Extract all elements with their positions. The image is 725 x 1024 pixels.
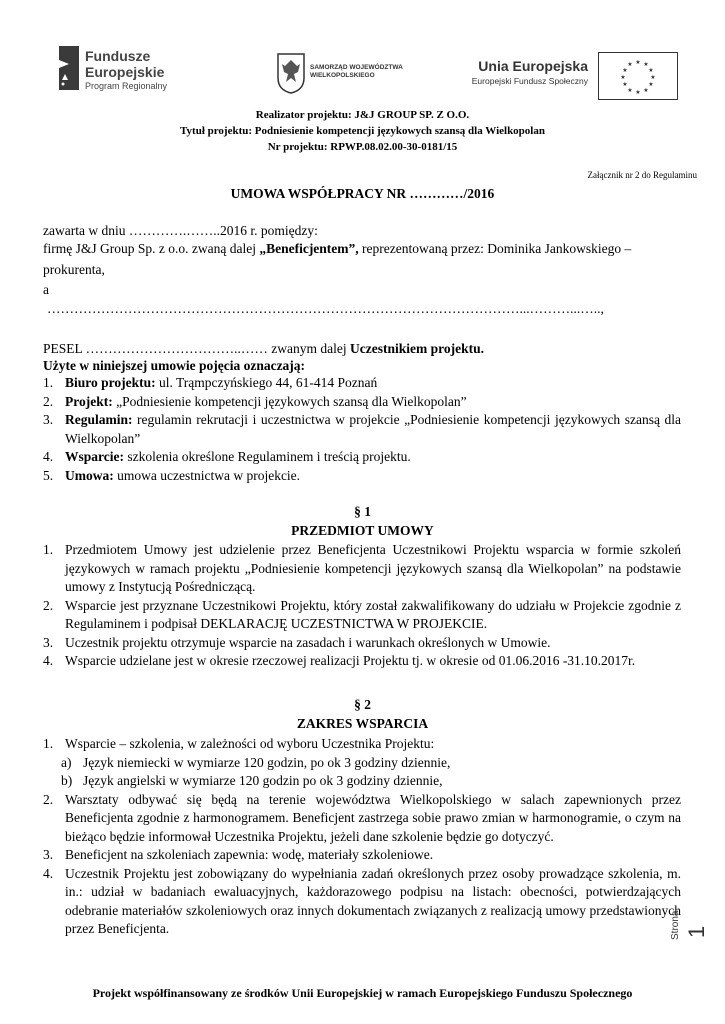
list-item-text: Warsztaty odbywać się będą na terenie województwa Wielkopolskiego w salach zapewnionych przez Beneficjenta zgodnie z harmonogramem. Beneficjent zastrzega sobie prawo zmian w harmonogramie, o czym na bieżąco będzie informował Uczestnika Projektu, jeżeli dane szkolenie będzie go dotyczyć. <box>65 791 681 844</box>
sub-list-item <box>43 772 681 791</box>
conjunction-line: a <box>43 282 49 297</box>
svg-text:★: ★ <box>620 74 626 81</box>
list-number: 4. <box>43 449 54 464</box>
list-number: 4. <box>43 653 54 668</box>
list-number: 3. <box>43 847 54 862</box>
page-number: 1 <box>684 925 709 938</box>
participant-term: Uczestnikiem projektu. <box>349 341 484 356</box>
beneficiary-term: „Beneficjentem”, <box>259 241 359 256</box>
definition-text: „Podniesienie kompetencji językowych szansą dla Wielkopolan” <box>112 393 467 409</box>
definitions-heading: Użyte w niniejszej umowie pojęcia oznaczają: <box>43 358 306 373</box>
fe-logo-line2: Europejskie <box>85 64 165 80</box>
participant-name-blank: ……………………………………………………………………………………………...………...….., <box>47 301 604 316</box>
samorzad-wielkopolski-logo <box>276 52 436 98</box>
list-item <box>43 393 681 412</box>
list-number: 2. <box>43 393 54 409</box>
list-item <box>43 448 681 467</box>
definition-term: Regulamin: <box>65 412 133 427</box>
pesel-line-a: PESEL ……………………………..…… zwanym dalej <box>43 341 350 356</box>
definition-term: Umowa: <box>65 467 114 483</box>
list-item <box>43 846 681 865</box>
fe-logo-line1: Fundusze <box>85 48 151 64</box>
list-number: 5. <box>43 467 54 483</box>
project-number: Nr projektu: RPWP.08.02.00-30-0181/15 <box>267 141 458 153</box>
list-item-text: Beneficjent na szkoleniach zapewnia: wodę, materiały szkoleniowe. <box>65 847 434 862</box>
svg-text:★: ★ <box>650 74 656 81</box>
section2-mark: § 2 <box>354 697 371 712</box>
document-title: UMOWA WSPÓŁPRACY NR …………/2016 <box>230 186 495 201</box>
list-number: 1. <box>43 375 54 390</box>
section1-title: PRZEDMIOT UMOWY <box>291 523 434 538</box>
section2-item1-text: Wsparcie – szkolenia, w zależności od wyboru Uczestnika Projektu: <box>65 736 435 751</box>
project-title: Tytuł projektu: Podniesienie kompetencji językowych szansą dla Wielkopolan <box>180 125 545 137</box>
wlkp-logo-line2: WIELKOPOLSKIEGO <box>310 72 375 79</box>
eagle-crest-icon <box>276 52 306 94</box>
list-item-text: Uczestnik Projektu jest zobowiązany do wypełniania zadań określonych przez osoby prowadzące szkolenia, m. in.: udział w badaniach ewaluacyjnych, każdorazowego podpisu na listach: obecności, potwierdzających odebranie materiałów szkoleniowych oraz innych dokumentach związanych z realizacją umowy przedstawionych przez Beneficjenta. <box>65 865 681 936</box>
svg-text:★: ★ <box>643 61 649 68</box>
list-item <box>43 791 681 847</box>
definition-text: umowa uczestnictwa w projekcie. <box>113 467 301 483</box>
ue-logo-line1: Unia Europejska <box>478 58 588 74</box>
section2-title: ZAKRES WSPARCIA <box>296 716 429 731</box>
wlkp-logo-line1: SAMORZĄD WOJEWÓDZTWA <box>310 64 403 71</box>
page-number-block <box>672 898 716 968</box>
list-item <box>43 652 681 671</box>
ue-logo-line2: Europejski Fundusz Społeczny <box>471 76 588 86</box>
list-number: 3. <box>43 634 54 650</box>
list-number: 4. <box>43 865 54 881</box>
sub-list-letter: b) <box>61 773 73 788</box>
list-item <box>43 541 681 597</box>
section2-list <box>43 735 681 939</box>
definition-term: Biuro projektu: <box>65 375 156 390</box>
sub-list-item <box>43 754 681 773</box>
svg-text:★: ★ <box>643 87 649 94</box>
list-item <box>43 865 681 939</box>
list-item <box>43 597 681 634</box>
list-number: 3. <box>43 412 54 427</box>
svg-text:★: ★ <box>635 59 641 66</box>
sub-list-letter: a) <box>61 754 72 770</box>
svg-text:★: ★ <box>627 87 633 94</box>
list-item <box>43 411 681 448</box>
svg-text:★: ★ <box>648 67 654 74</box>
definition-text: regulamin rekrutacji i uczestnictwa w projekcie „Podniesienie kompetencji językowych szansą dla Wielkopolan” <box>65 412 681 446</box>
list-item <box>43 634 681 653</box>
fundusze-europejskie-logo <box>55 44 195 100</box>
svg-text:★: ★ <box>648 81 654 88</box>
svg-text:★: ★ <box>635 89 641 96</box>
list-number: 2. <box>43 791 54 807</box>
beneficiary-line-a: firmę J&J Group Sp. z o.o. zwaną dalej <box>43 241 260 256</box>
sub-list-text: Język angielski w wymiarze 120 godzin po ok 3 godziny dziennie, <box>83 773 443 788</box>
definition-text: ul. Trąmpczyńskiego 44, 61-414 Poznań <box>155 375 378 390</box>
section1-mark: § 1 <box>354 504 371 519</box>
list-item-text: Wsparcie udzielane jest w okresie rzeczowej realizacji Projektu tj. w okresie od 01.06.2016 -31.10.2017r. <box>65 653 636 668</box>
annex-note: Załącznik nr 2 do Regulaminu <box>587 170 697 180</box>
section1-list <box>43 541 681 671</box>
list-item <box>43 374 681 393</box>
pesel-line <box>43 340 484 358</box>
definitions-list <box>43 374 681 485</box>
list-item-text: Przedmiotem Umowy jest udzielenie przez Beneficjenta Uczestnikowi Projektu wsparcia w formie szkoleń językowych w ramach projektu „Podniesienie kompetencji językowych szansą dla Wielkopolan” na podstawie umowy z Instytucją Pośredniczącą. <box>65 542 681 594</box>
list-item: 1. Wsparcie – szkolenia, w zależności od wyboru Uczestnika Projektu: <box>43 736 435 751</box>
list-item-text: Uczestnik projektu otrzymuje wsparcie na zasadach i warunkach określonych w Umowie. <box>65 634 551 650</box>
list-item-text: Wsparcie jest przyznane Uczestnikowi Projektu, który został zakwalifikowany do udziału w Projekcie zgodnie z Regulaminem i podpisał DEKLARACJĘ UCZESTNICTWA W PROJEKCIE. <box>65 597 681 631</box>
fundusze-europejskie-emblem-icon <box>55 44 81 94</box>
beneficiary-line-c: reprezentowaną przez: Dominika Jankowskiego – <box>358 241 632 256</box>
project-realizator: Realizator projektu: J&J GROUP SP. Z O.O. <box>255 109 470 121</box>
svg-text:★: ★ <box>622 67 628 74</box>
fe-logo-line3: Program Regionalny <box>85 81 168 91</box>
page-label: Strona <box>670 910 681 940</box>
definition-term: Projekt: <box>65 393 113 409</box>
svg-text:★: ★ <box>622 81 628 88</box>
beneficiary-line <box>43 240 631 258</box>
contract-date-line: zawarta w dniu ………….……..2016 r. pomiędzy: <box>43 223 318 238</box>
unia-europejska-logo <box>458 52 678 100</box>
list-number: 1. <box>43 542 54 557</box>
prokurent-line: prokurenta, <box>43 262 105 277</box>
svg-text:★: ★ <box>627 61 633 68</box>
eu-flag-icon <box>598 52 678 100</box>
definition-term: Wsparcie: <box>65 449 124 464</box>
sub-list-text: Język niemiecki w wymiarze 120 godzin, po ok 3 godziny dziennie, <box>83 754 451 770</box>
definition-text: szkolenia określone Regulaminem i treścią projektu. <box>124 449 411 464</box>
footer-note: Projekt współfinansowany ze środków Unii Europejskiej w ramach Europejskiego Funduszu Społecznego <box>92 986 633 1000</box>
list-item <box>43 467 681 486</box>
list-number: 2. <box>43 597 54 613</box>
